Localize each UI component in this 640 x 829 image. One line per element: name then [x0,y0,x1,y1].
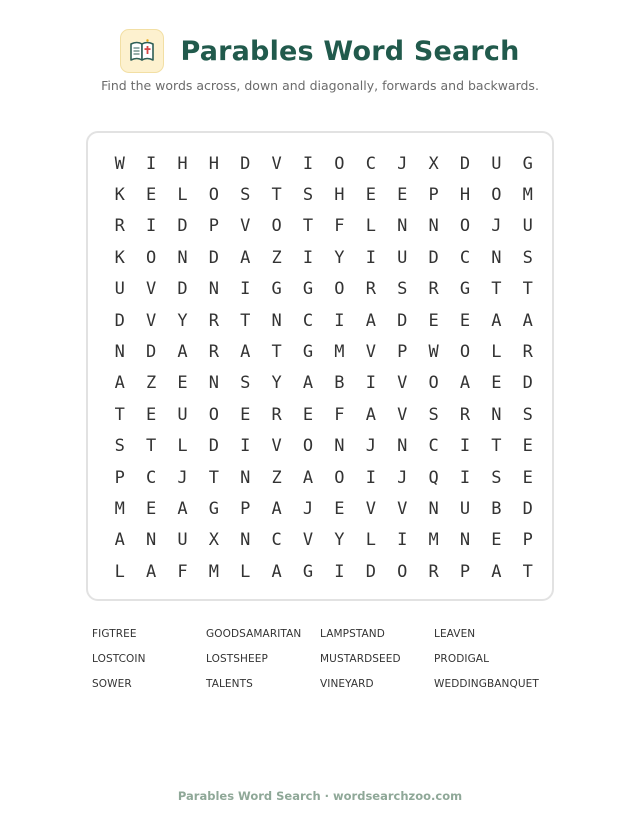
grid-cell[interactable]: W [114,153,125,174]
letter-grid [104,148,543,587]
grid-cell[interactable]: O [208,404,219,425]
grid-cell[interactable]: E [302,404,314,425]
grid-cell[interactable]: R [459,404,471,425]
grid-cell[interactable]: S [240,373,251,394]
grid-cell[interactable]: T [491,436,502,457]
grid-cell[interactable]: F [334,404,345,425]
grid-cell[interactable]: N [491,404,502,425]
grid-cell[interactable]: A [459,373,471,394]
grid-cell[interactable]: N [428,216,439,237]
grid-cell[interactable]: W [428,342,439,363]
grid-cell[interactable]: T [114,404,125,425]
grid-cell[interactable]: Z [271,467,282,488]
grid-cell[interactable]: R [428,279,439,300]
grid-cell[interactable]: H [177,153,188,174]
grid-cell[interactable]: T [522,279,533,300]
grid-cell[interactable]: D [522,373,533,394]
grid-cell[interactable]: Z [145,373,157,394]
grid-cell[interactable]: P [428,185,439,206]
grid-cell[interactable]: C [271,530,282,551]
word-list-item: LAMPSTAND [320,628,385,640]
grid-cell[interactable]: D [208,436,219,457]
grid-cell[interactable]: Z [271,247,282,268]
grid-cell[interactable]: T [491,279,502,300]
grid-cell[interactable]: X [208,530,219,551]
grid-cell[interactable]: D [208,247,219,268]
grid-cell[interactable]: K [114,185,125,206]
grid-cell[interactable]: J [302,498,314,519]
grid-cell[interactable]: H [459,185,471,206]
grid-cell[interactable]: I [365,373,376,394]
grid-cell[interactable]: R [114,216,125,237]
grid-cell[interactable]: I [145,216,157,237]
grid-cell[interactable]: E [334,498,345,519]
grid-cell[interactable]: I [240,279,251,300]
grid-cell[interactable]: T [208,467,219,488]
grid-cell[interactable]: P [397,342,408,363]
grid-cell[interactable]: M [522,185,533,206]
grid-cell[interactable]: G [302,561,314,582]
grid-cell[interactable]: V [365,342,376,363]
grid-cell[interactable]: T [240,310,251,331]
grid-cell[interactable]: O [145,247,157,268]
grid-cell[interactable]: G [459,279,471,300]
grid-cell[interactable]: L [177,185,188,206]
word-list-item: SOWER [92,678,132,690]
grid-cell[interactable]: I [459,436,471,457]
grid-cell[interactable]: O [428,373,439,394]
grid-cell[interactable]: A [365,404,376,425]
grid-cell[interactable]: D [177,216,188,237]
grid-cell[interactable]: U [177,530,188,551]
grid-cell[interactable]: N [491,247,502,268]
grid-cell[interactable]: S [397,279,408,300]
word-list-item: LOSTCOIN [92,653,146,665]
word-list-item: WEDDINGBANQUET [434,678,539,690]
grid-cell[interactable]: A [114,373,125,394]
grid-cell[interactable]: N [208,279,219,300]
grid-cell[interactable]: V [145,279,157,300]
grid-cell[interactable]: S [522,404,533,425]
grid-cell[interactable]: L [177,436,188,457]
grid-cell[interactable]: O [334,279,345,300]
grid-cell[interactable]: R [365,279,376,300]
puzzle-grid-frame [86,131,554,601]
grid-cell[interactable]: I [145,153,157,174]
grid-cell[interactable]: N [114,342,125,363]
grid-cell[interactable]: E [177,373,188,394]
grid-cell[interactable]: E [491,373,502,394]
grid-cell[interactable]: D [459,153,471,174]
grid-cell[interactable]: O [491,185,502,206]
grid-cell[interactable]: N [428,498,439,519]
grid-cell[interactable]: Y [334,247,345,268]
grid-cell[interactable]: E [145,404,157,425]
grid-cell[interactable]: Y [334,530,345,551]
grid-cell[interactable]: T [271,185,282,206]
grid-cell[interactable]: A [271,561,282,582]
word-list-item: PRODIGAL [434,653,490,665]
grid-cell[interactable]: R [428,561,439,582]
grid-cell[interactable]: D [397,310,408,331]
grid-cell[interactable]: O [208,185,219,206]
grid-cell[interactable]: E [397,185,408,206]
grid-cell[interactable]: E [459,310,471,331]
grid-cell[interactable]: D [522,498,533,519]
grid-cell[interactable]: V [397,404,408,425]
grid-cell[interactable]: E [522,467,533,488]
grid-cell[interactable]: A [240,247,251,268]
grid-cell[interactable]: I [334,310,345,331]
grid-cell[interactable]: P [114,467,125,488]
grid-cell[interactable]: D [240,153,251,174]
grid-cell[interactable]: I [459,467,471,488]
grid-cell[interactable]: O [302,436,314,457]
word-list-item: LEAVEN [434,628,476,640]
grid-cell[interactable]: J [177,467,188,488]
grid-cell[interactable]: S [114,436,125,457]
grid-cell[interactable]: U [522,216,533,237]
grid-cell[interactable]: E [145,185,157,206]
grid-cell[interactable]: U [459,498,471,519]
word-list [92,628,552,690]
grid-cell[interactable]: H [334,185,345,206]
grid-cell[interactable]: J [397,153,408,174]
grid-cell[interactable]: N [334,436,345,457]
grid-cell[interactable]: F [334,216,345,237]
grid-cell[interactable]: U [491,153,502,174]
grid-cell[interactable]: B [334,373,345,394]
grid-cell[interactable]: C [428,436,439,457]
grid-cell[interactable]: S [240,185,251,206]
word-list-item: GOODSAMARITAN [206,628,302,640]
grid-cell[interactable]: A [145,561,157,582]
grid-cell[interactable]: P [240,498,251,519]
grid-cell[interactable]: V [365,498,376,519]
grid-cell[interactable]: E [491,530,502,551]
grid-cell[interactable]: S [522,247,533,268]
grid-cell[interactable]: X [428,153,439,174]
page-header [0,28,640,74]
grid-cell[interactable]: I [302,153,314,174]
grid-cell[interactable]: A [302,467,314,488]
grid-cell[interactable]: A [177,342,188,363]
grid-cell[interactable]: I [365,247,376,268]
grid-cell[interactable]: J [397,467,408,488]
grid-cell[interactable]: C [365,153,376,174]
grid-cell[interactable]: T [271,342,282,363]
grid-cell[interactable]: A [240,342,251,363]
grid-cell[interactable]: Q [428,467,439,488]
grid-cell[interactable]: N [145,530,157,551]
grid-cell[interactable]: A [271,498,282,519]
grid-cell[interactable]: E [145,498,157,519]
grid-cell[interactable]: O [271,216,282,237]
grid-cell[interactable]: N [177,247,188,268]
grid-cell[interactable]: S [302,185,314,206]
grid-cell[interactable]: C [459,247,471,268]
grid-cell[interactable]: D [365,561,376,582]
grid-cell[interactable]: R [522,342,533,363]
grid-cell[interactable]: P [522,530,533,551]
grid-cell[interactable]: I [334,561,345,582]
grid-cell[interactable]: L [114,561,125,582]
grid-cell[interactable]: I [302,247,314,268]
grid-cell[interactable]: T [145,436,157,457]
grid-cell[interactable]: Y [177,310,188,331]
grid-cell[interactable]: U [397,247,408,268]
grid-cell[interactable]: D [114,310,125,331]
grid-cell[interactable]: C [145,467,157,488]
grid-cell[interactable]: N [240,467,251,488]
grid-cell[interactable]: T [522,561,533,582]
grid-cell[interactable]: G [302,342,314,363]
grid-cell[interactable]: V [240,216,251,237]
grid-cell[interactable]: M [208,561,219,582]
grid-cell[interactable]: S [428,404,439,425]
grid-cell[interactable]: A [177,498,188,519]
grid-cell[interactable]: V [397,373,408,394]
grid-cell[interactable]: E [428,310,439,331]
page-title: Parables Word Search [180,35,520,67]
grid-cell[interactable]: R [208,310,219,331]
grid-cell[interactable]: G [522,153,533,174]
open-bible-icon [120,29,164,73]
grid-cell[interactable]: V [397,498,408,519]
footer-text: Parables Word Search · wordsearchzoo.com [177,789,463,803]
grid-cell[interactable]: O [334,153,345,174]
grid-cell[interactable]: N [459,530,471,551]
grid-cell[interactable]: U [177,404,188,425]
grid-cell[interactable]: F [177,561,188,582]
grid-cell[interactable]: I [397,530,408,551]
grid-cell[interactable]: L [491,342,502,363]
instructions-text: Find the words across, down and diagonally, forwards and backwards. [101,78,539,93]
grid-cell[interactable]: A [302,373,314,394]
grid-cell[interactable]: A [522,310,533,331]
grid-cell[interactable]: R [271,404,282,425]
grid-cell[interactable]: R [208,342,219,363]
grid-cell[interactable]: N [397,216,408,237]
grid-cell[interactable]: V [145,310,157,331]
grid-cell[interactable]: C [302,310,314,331]
grid-cell[interactable]: V [271,436,282,457]
grid-cell[interactable]: U [114,279,125,300]
grid-cell[interactable]: N [208,373,219,394]
word-list-item: LOSTSHEEP [206,653,268,665]
grid-cell[interactable]: O [459,216,471,237]
grid-cell[interactable]: G [208,498,219,519]
grid-cell[interactable]: G [271,279,282,300]
grid-cell[interactable]: M [334,342,345,363]
grid-cell[interactable]: N [397,436,408,457]
grid-cell[interactable]: G [302,279,314,300]
grid-cell[interactable]: O [397,561,408,582]
grid-cell[interactable]: E [240,404,251,425]
word-list-item: MUSTARDSEED [320,653,401,665]
grid-cell[interactable]: L [365,530,376,551]
grid-cell[interactable]: Y [271,373,282,394]
grid-cell[interactable]: I [365,467,376,488]
grid-cell[interactable]: D [177,279,188,300]
grid-cell[interactable]: D [428,247,439,268]
grid-cell[interactable]: L [365,216,376,237]
grid-cell[interactable]: A [365,310,376,331]
grid-cell[interactable]: J [491,216,502,237]
grid-cell[interactable]: V [302,530,314,551]
word-list-item: VINEYARD [320,678,374,690]
grid-cell[interactable]: O [459,342,471,363]
grid-cell[interactable]: S [491,467,502,488]
grid-cell[interactable]: A [491,310,502,331]
grid-cell[interactable]: K [114,247,125,268]
grid-cell[interactable]: E [365,185,376,206]
grid-cell[interactable]: N [271,310,282,331]
grid-cell[interactable]: P [208,216,219,237]
grid-cell[interactable]: E [522,436,533,457]
grid-cell[interactable]: M [428,530,439,551]
grid-cell[interactable]: A [114,530,125,551]
grid-cell[interactable]: B [491,498,502,519]
grid-cell[interactable]: J [365,436,376,457]
grid-cell[interactable]: N [240,530,251,551]
grid-cell[interactable]: P [459,561,471,582]
grid-cell[interactable]: I [240,436,251,457]
grid-cell[interactable]: D [145,342,157,363]
grid-cell[interactable]: L [240,561,251,582]
grid-cell[interactable]: O [334,467,345,488]
grid-cell[interactable]: V [271,153,282,174]
grid-cell[interactable]: H [208,153,219,174]
grid-cell[interactable]: A [491,561,502,582]
grid-cell[interactable]: T [302,216,314,237]
word-list-item: TALENTS [206,678,253,690]
grid-cell[interactable]: M [114,498,125,519]
word-list-item: FIGTREE [92,628,137,640]
